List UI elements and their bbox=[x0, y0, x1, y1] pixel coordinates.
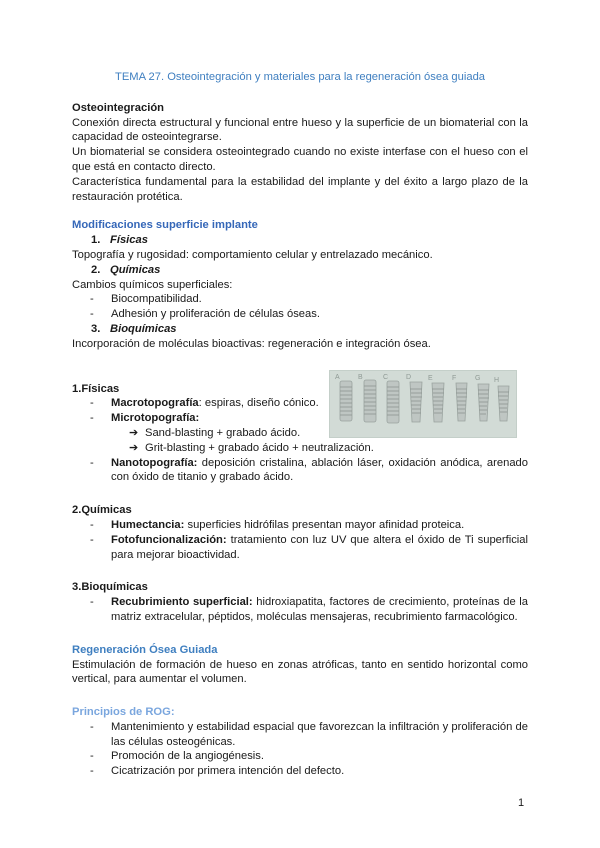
list-item bbox=[72, 307, 528, 322]
osteo-heading: Osteointegración bbox=[72, 101, 165, 114]
dash-bullet: - bbox=[90, 750, 94, 763]
implant-letter-b: B bbox=[358, 374, 363, 381]
mods-item-2-bullet-1: Biocompatibilidad. bbox=[111, 293, 202, 306]
principios-item-3: Cicatrización por primera intención del defecto. bbox=[111, 765, 345, 778]
mods-heading: Modificaciones superficie implante bbox=[72, 219, 258, 232]
list-item bbox=[72, 441, 528, 456]
mods-item-1-number: 1. bbox=[91, 234, 101, 247]
mods-item-3 bbox=[72, 322, 528, 337]
list-item bbox=[72, 720, 528, 750]
mods-item-3-text: Incorporación de moléculas bioactivas: regeneración e integración ósea. bbox=[72, 337, 431, 350]
implant-letter-a: A bbox=[335, 374, 340, 381]
osteo-paragraph-2: Un biomaterial se considera osteointegrado cuando no existe interfase con el hueso con el que está en contacto directo. bbox=[72, 146, 528, 173]
dash-bullet: - bbox=[90, 412, 94, 425]
implant-letter-g: G bbox=[475, 375, 481, 382]
mods-item-3-number: 3. bbox=[91, 322, 101, 335]
fisicas-heading: 1.Físicas bbox=[72, 382, 120, 395]
quimicas-heading: 2.Químicas bbox=[72, 504, 132, 517]
dash-bullet: - bbox=[90, 518, 94, 531]
principios-item-2: Promoción de la angiogénesis. bbox=[111, 750, 264, 763]
mods-item-2-bullet-2: Adhesión y proliferación de células óseas. bbox=[111, 308, 320, 321]
list-item bbox=[72, 595, 528, 625]
document-title: TEMA 27. Osteointegración y materiales para la regeneración ósea guiada bbox=[114, 71, 486, 83]
list-item bbox=[72, 764, 528, 779]
osteo-paragraph-1: Conexión directa estructural y funcional entre hueso y la superficie de un biomaterial con la capacidad de osteointegrarse. bbox=[72, 116, 528, 144]
implant-letter-h: H bbox=[494, 377, 500, 384]
mods-item-3-label: Bioquímicas bbox=[110, 322, 177, 335]
micro-label: Microtopografía: bbox=[111, 412, 200, 425]
mods-item-2-number: 2. bbox=[91, 263, 101, 276]
implant-letter-c: C bbox=[383, 374, 389, 381]
nano-label: Nanotopografía: bbox=[111, 456, 198, 469]
dash-bullet: - bbox=[90, 533, 94, 546]
dash-bullet: - bbox=[90, 596, 94, 609]
humectancia-text: superficies hidrófilas presentan mayor afinidad proteica. bbox=[184, 518, 465, 531]
page-number: 1 bbox=[518, 797, 525, 809]
rog-heading: Regeneración Ósea Guiada bbox=[72, 643, 218, 656]
dash-bullet: - bbox=[90, 720, 94, 733]
list-item bbox=[72, 533, 528, 563]
implants-figure bbox=[329, 370, 517, 438]
list-item bbox=[72, 456, 528, 486]
principios-item-1: Mantenimiento y estabilidad espacial que favorezcan la infiltración y proliferación de las células osteogénicas. bbox=[111, 720, 528, 748]
mods-item-2-label: Químicas bbox=[110, 263, 161, 276]
nano-text: deposición cristalina, ablación láser, oxidación anódica, arenado con óxido de titanio y grabado ácido. bbox=[111, 456, 528, 484]
list-item bbox=[72, 518, 528, 533]
dash-bullet: - bbox=[90, 308, 94, 321]
mods-item-2 bbox=[72, 263, 528, 278]
dash-bullet: - bbox=[90, 456, 94, 469]
list-item bbox=[72, 292, 528, 307]
foto-label: Fotofuncionalización: bbox=[111, 533, 227, 546]
implant-letter-d: D bbox=[406, 374, 412, 381]
arrow-bullet-icon: ➔ bbox=[129, 441, 139, 454]
micro-item-2: Grit-blasting + grabado ácido + neutralización. bbox=[145, 441, 374, 454]
humectancia-label: Humectancia: bbox=[111, 518, 185, 531]
recubrimiento-text: hidroxiapatita, factores de crecimiento, proteínas de la matriz extracelular, péptidos, moléculas mensajeras, recubrimiento farmacológico. bbox=[111, 596, 528, 623]
dash-bullet: - bbox=[90, 293, 94, 306]
bioquimicas-heading: 3.Bioquímicas bbox=[72, 581, 148, 594]
mods-item-1-text: Topografía y rugosidad: comportamiento celular y entrelazado mecánico. bbox=[72, 248, 433, 261]
macro-label: Macrotopografía bbox=[111, 397, 199, 410]
osteo-paragraph-3: Característica fundamental para la estabilidad del implante y del éxito a largo plazo de la restauración protética. bbox=[72, 175, 528, 203]
implant-letter-e: E bbox=[428, 375, 433, 382]
macro-text: : espiras, diseño cónico. bbox=[198, 397, 319, 410]
dash-bullet: - bbox=[90, 765, 94, 778]
implant-screws bbox=[340, 380, 509, 423]
mods-item-1-label: Físicas bbox=[110, 234, 148, 247]
list-item bbox=[72, 749, 528, 764]
micro-item-1: Sand-blasting + grabado ácido. bbox=[145, 426, 301, 439]
recubrimiento-label: Recubrimiento superficial: bbox=[111, 596, 253, 609]
dash-bullet: - bbox=[90, 397, 94, 410]
principios-heading: Principios de ROG: bbox=[72, 706, 175, 719]
foto-text: tratamiento con luz UV que altera el óxido de Ti superficial para mejorar bioactividad. bbox=[111, 533, 528, 561]
mods-item-2-text: Cambios químicos superficiales: bbox=[72, 278, 233, 291]
arrow-bullet-icon: ➔ bbox=[129, 426, 139, 439]
mods-item-1 bbox=[72, 233, 528, 248]
rog-text: Estimulación de formación de hueso en zonas atróficas, tanto en sentido horizontal como vertical, para aumentar el volumen. bbox=[72, 658, 528, 686]
implant-letter-f: F bbox=[452, 375, 457, 382]
